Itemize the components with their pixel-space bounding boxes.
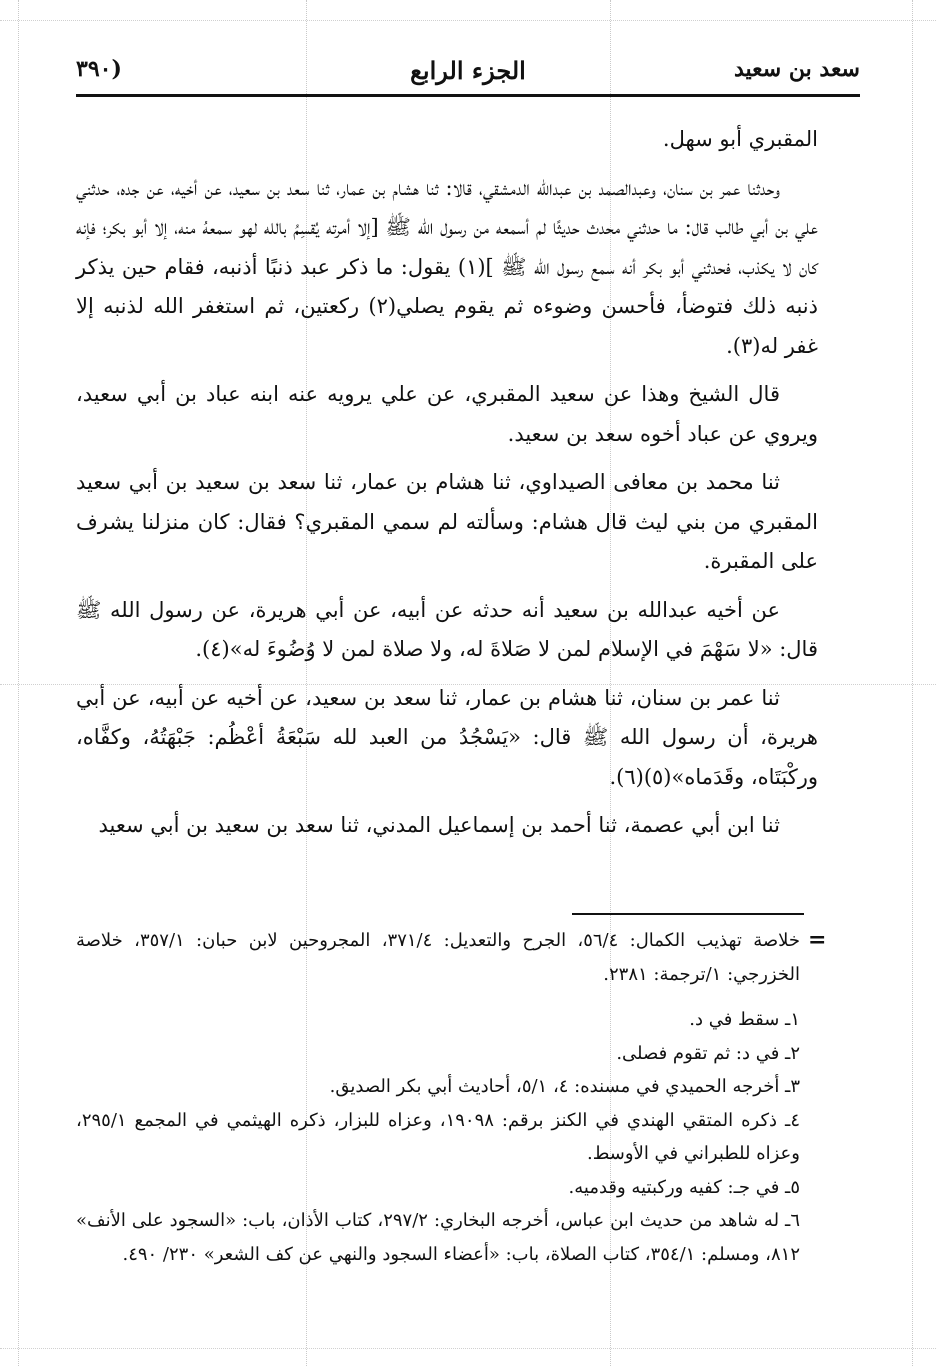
paragraph: عن أخيه عبدالله بن سعيد أنه حدثه عن أبيه، عن أبي هريرة، عن رسول الله ﷺ قال: «لا سَهْمَ في الإسلام لمن لا صَلاةَ له، ولا صلاة لمن لا وُضُوءَ له»(٤).	[76, 597, 818, 661]
footnote: ١ـ سقط في د.	[689, 1009, 800, 1030]
footnote-continuation-marker: =	[808, 927, 827, 953]
paragraph: قال الشيخ وهذا عن سعيد المقبري، عن علي يرويه عنه ابنه عباد بن أبي سعيد، ويروي عن عباد أخوه سعد بن سعيد.	[76, 382, 818, 446]
page-number: (٣٩٠	[76, 56, 122, 82]
running-header	[76, 48, 860, 94]
footnote: ٣ـ أخرجه الحميدي في مسنده: ٤، ٥/١، أحاديث أبي بكر الصديق.	[329, 1076, 800, 1097]
scan-dotted-line	[0, 20, 936, 21]
paragraph: ثنا ابن أبي عصمة، ثنا أحمد بن إسماعيل المدني، ثنا سعد بن سعيد بن أبي سعيد	[98, 813, 780, 837]
footnotes	[76, 924, 800, 1271]
paragraph: وحدثنا عمر بن سنان، وعبدالصمد بن عبدالله الدمشقي، قالا: ثنا هشام بن عمار، ثنا سعد بن سعيد، عن أخيه، عن جده، حدثني علي بن أبي طالب قال: ما حدثني محدث حديثًا لم أسمعه من رسول الله ﷺ [إلا أمرته يُقسِمُ بالله لهو سمعهُ منه، إلا أبو بكر؛ فإنه كان لا يكذب، فحدثني أبو بكر أنه سمع رسول الله ﷺ ](١) يقول: ما ذكر عبد ذنبًا أذنبه، فقام حين يذكر ذنبه ذلك فتوضأ، فأحسن وضوءه ثم يقوم يصلي(٢) ركعتين، ثم استغفر الله لذنبه إلا غفر له(٣).	[76, 175, 819, 358]
paragraph: ثنا عمر بن سنان، ثنا هشام بن عمار، ثنا سعد بن سعيد، عن أخيه عن أبيه، عن أبي هريرة، أن رسول الله ﷺ قال: «يَسْجُدُ من العبد لله سَبْعَةُ أعْظُم: جَبْهَتُهُ، وكفَّاه، وركْبَتَاه، وقَدَماه»(٥)(٦).	[76, 685, 818, 789]
scan-dotted-line	[0, 1348, 936, 1349]
footnote: ٦ـ له شاهد من حديث ابن عباس، أخرجه البخاري: ٢٩٧/٢، كتاب الأذان، باب: «السجود على الأنف» ٨١٢، ومسلم: ٣٥٤/١، كتاب الصلاة، باب: «أعضاء السجود والنهي عن كف الشعر» ٢٣٠/ ٤٩٠.	[76, 1210, 800, 1265]
footnote: ٤ـ ذكره المتقي الهندي في الكنز برقم: ١٩٠٩٨، وعزاه للبزار، ذكره الهيثمي في المجمع ٢٩٥/١، وعزاه للطبراني في الأوسط.	[76, 1109, 800, 1164]
main-text	[76, 120, 818, 855]
paragraph: المقبري أبو سهل.	[662, 127, 818, 151]
scan-dotted-line	[18, 0, 19, 1366]
running-title: سعد بن سعيد	[733, 56, 860, 82]
header-rule	[76, 94, 860, 97]
paragraph: ثنا محمد بن معافى الصيداوي، ثنا هشام بن عمار، ثنا سعد بن سعيد بن أبي سعيد المقبري من بني ليث قال هشام: وسألته لم سمي المقبري؟ فقال: كان منزلنا يشرف على المقبرة.	[76, 470, 818, 573]
footnote-continuation: خلاصة تهذيب الكمال: ٥٦/٤، الجرح والتعديل: ٣٧١/٤، المجروحين لابن حبان: ٣٥٧/١، خلاصة الخزرجي: ١/ترجمة: ٢٣٨١.	[76, 930, 800, 985]
footnote: ٢ـ في د: ثم تقوم فصلى.	[616, 1042, 800, 1064]
scan-dotted-line	[912, 0, 913, 1366]
footnote: ٥ـ في جـ: كفيه وركبتيه وقدميه.	[568, 1176, 800, 1198]
footnote-rule	[572, 913, 804, 915]
part-title: الجزء الرابع	[410, 56, 526, 85]
